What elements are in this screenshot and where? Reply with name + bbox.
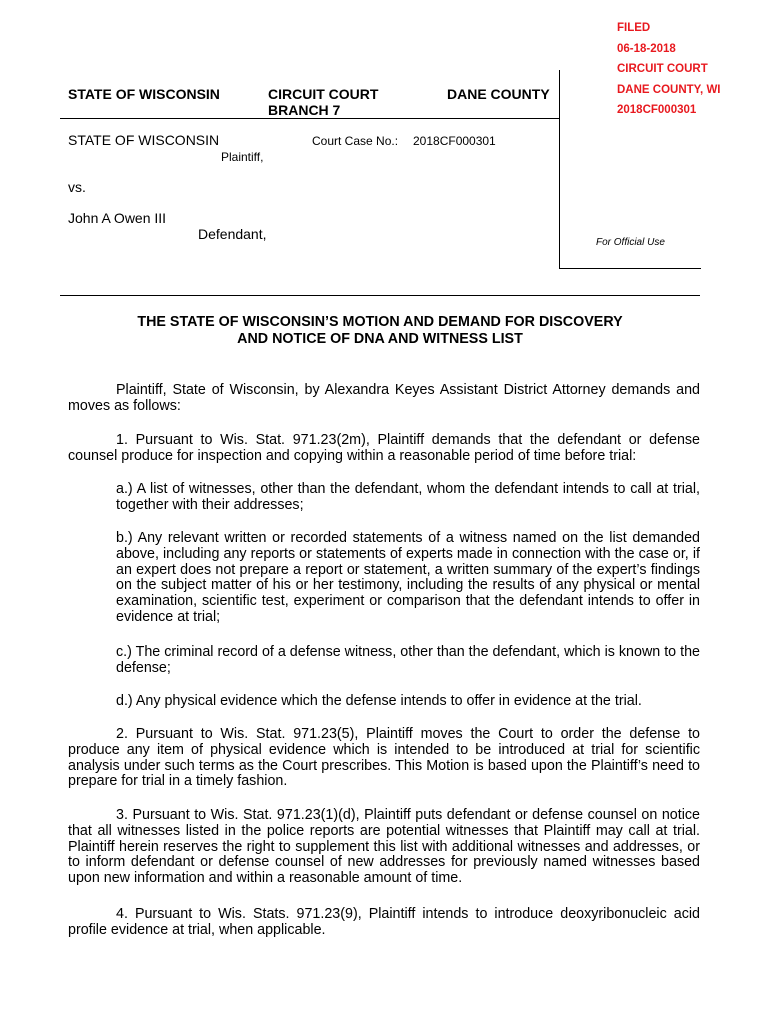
paragraph-4: 4. Pursuant to Wis. Stats. 971.23(9), Plaintiff intends to introduce deoxyribonucleic acid profile evidence at trial, when applicable. [68,906,700,938]
official-use-box-bottom-border [559,268,701,269]
caption-court [268,86,378,118]
title-line-2: AND NOTICE OF DNA AND WITNESS LIST [237,331,523,347]
stamp-date: 06-18-2018 [617,42,676,55]
filing-stamp [617,18,721,121]
stamp-case-number: 2018CF000301 [617,104,697,116]
plaintiff-name: STATE OF WISCONSIN [68,132,220,148]
versus: vs. [68,179,86,195]
defendant-label: Defendant, [198,226,267,242]
item-b: b.) Any relevant written or recorded statements of a witness named on the list demanded above, including any reports or statements of experts made in connection with the case or, if an expert does not prepare a report or statement, a written summary of the expert’s findings on the subject matter of his or her testimony, including the results of any physical or mental examination, scientific test, experiment or comparison that the defendant intends to offer in evidence at trial; [116,530,700,625]
caption-divider [60,118,560,119]
stamp-filed: FILED [617,22,651,34]
title-line-1: THE STATE OF WISCONSIN’S MOTION AND DEMAND FOR DISCOVERY [137,314,623,330]
paragraph-3: 3. Pursuant to Wis. Stat. 971.23(1)(d), Plaintiff puts defendant or defense counsel on notice that all witnesses listed in the police reports are potential witnesses that Plaintiff may call at trial. Plaintiff herein reserves the right to supplement this list with additional witnesses and addresses, or to inform defendant or defense counsel of new addresses for previously named witnesses based upon new information and within a reasonable amount of time. [68,807,700,887]
intro-paragraph: Plaintiff, State of Wisconsin, by Alexandra Keyes Assistant District Attorney demands and moves as follows: [68,382,700,414]
item-c: c.) The criminal record of a defense witness, other than the defendant, which is known to the defense; [116,644,700,676]
defendant-name: John A Owen III [68,210,167,226]
plaintiff-label: Plaintiff, [221,150,264,164]
caption-branch: BRANCH 7 [268,102,341,118]
official-use-box-left-border [559,70,560,268]
document-title [60,314,700,348]
stamp-court: CIRCUIT COURT [617,63,708,75]
stamp-county: DANE COUNTY, WI [617,83,721,96]
caption-county: DANE COUNTY [447,86,550,102]
case-no-label: Court Case No.: [312,134,399,148]
title-separator [60,295,700,296]
item-d: d.) Any physical evidence which the defense intends to offer in evidence at the trial. [116,693,642,709]
case-no-value: 2018CF000301 [413,134,496,148]
caption-court-name: CIRCUIT COURT [268,86,379,102]
official-use-label: For Official Use [596,237,665,248]
caption-state: STATE OF WISCONSIN [68,86,220,102]
paragraph-2: 2. Pursuant to Wis. Stat. 971.23(5), Plaintiff moves the Court to order the defense to produce any item of physical evidence which is intended to be introduced at trial for scientific analysis under such terms as the Court prescribes. This Motion is based upon the Plaintiff’s need to prepare for trial in a timely fashion. [68,726,700,790]
paragraph-1: 1. Pursuant to Wis. Stat. 971.23(2m), Plaintiff demands that the defendant or defense counsel produce for inspection and copying within a reasonable period of time before trial: [68,432,700,464]
item-a: a.) A list of witnesses, other than the defendant, whom the defendant intends to call at trial, together with their addresses; [116,481,700,513]
